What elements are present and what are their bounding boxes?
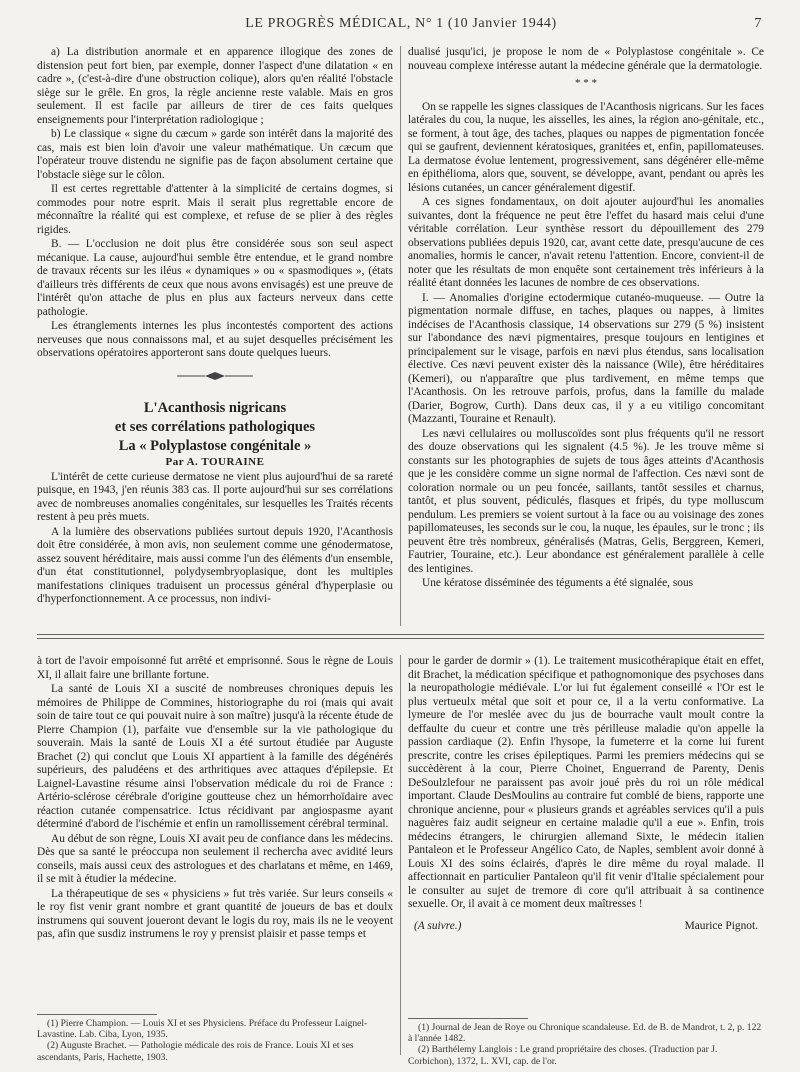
paragraph: Les nævi cellulaires ou molluscoïdes sont plus fréquents qu'il ne ressort des douze observations qui les signalent (4.5 %). Je les trouve même si constants sur les photographies de sujets de tous âges atteints d'Acanthosis que je les considère comme un signe normal de l'affection. Ces nævi sont de coloration normale ou un peu foncée, saillants, tantôt sessiles et charnus, tantôt, et plus souvent, pédiculés, flasques et fripés, du type molluscum pendulum. Les premiers se voient surtout à la face ou au voisinage des zones papillomateuses, les seconds sur le cou, la nuque, les épaules, sur le tronc ; ils peuvent être très nombreux, généralisés (Matras, Gelis, Berggreen, Kemeri, Fautrier, Touraine, etc.). Leur abondance est généralement parallèle à celle des lentigines. xyxy=(408,427,764,575)
paragraph: pour le garder de dormir » (1). Le traitement musicothérapique était en effet, dit Brachet, la médication spécifique et pathognomonique des psychoses dans la neuropathologie médiévale. L'or lui fut également conseillé « l'Or est le plus vertueulx métal que soit et pour ce, il a la vertu conformative. La lymeure de l'or meslée avec du jus de bourrache vault moult contre la deffaulte du cueur et contre une très périlleuse maladie qu'on appelle la passion cardiaque (2). Enfin l'hysope, la fumeterre et la corne lui furent prescrite, contre les crises épileptiques. Parmi les premiers médecins qui se succèdèrent à la cour, Pierre Choinet, Enguerrand de Parenty, Denis DeSoulzlefour ne paraissent pas avoir joué près du roi un rôle médical important. Claude DesMoulins au contraire fut comblé de biens, rapporte une chronique ancienne, pour « plusieurs grands et agréables services qu'il a puis naguères faiz audit seigneur en certaine maladie qu'il a eue ». Enfin, trois médecins étrangers, le chirurgien allemand Sixte, le médecin italien Pantaleon et le Professeur Angélico Cato, de Naples, semblent avoir donné à Louis XI des soins éclairés, d'après le dire même du royal malade. Il affectionnait en particulier Pantaleon qu'il fit venir d'Italie spécialement pour le consulter au sujet de tremore di core qu'il attribuait à sa continence sexuelle. Or, il avait à ce moment deux maîtresses ! xyxy=(408,655,764,910)
paragraph: B. — L'occlusion ne doit plus être considérée sous son seul aspect mécanique. La cause, aujourd'hui semble être entendue, et le grand nombre de travaux récents sur les iléus « dynamiques » ou « spasmodiques », (états d'ailleurs très différents de ceux que nous avons envisagés) est une preuve de l'intérêt qu'on attache de plus en plus aux facteurs nerveux dans cette pathologie. xyxy=(37,238,393,318)
paragraph: a) La distribution anormale et en apparence illogique des zones de distension peut fort bien, par exemple, donner l'aspect d'une dilatation « en cadre », (c'est-à-dire d'une obstruction colique), alors qu'en réalité l'obstacle siège sur le grêle. En gros, la règle ancienne reste valable. Mais en gros seulement. Il est facile par ailleurs de tirer de ces faits quelques enseignements pour l'interprétation radiologique ; xyxy=(37,46,393,126)
paragraph: I. — Anomalies d'origine ectodermique cutanéo-muqueuse. — Outre la pigmentation normale diffuse, en taches, plaques ou nappes, à limites indécises de l'Acanthosis classique, 14 observations sur 279 (5 %) insistent sur l'abondance des nævi pigmentaires, presque toujours en lentigines et principalement sur le visage, parfois en nævi plus étendus, sans localisation élective. Ces nævi peuvent exister dès la naissance (Wile), être héréditaires (Kemeri), ou n'apparaître que plus tardivement, en même temps que l'Acanthosis. On les retrouve parfois, profus, dans la famille du malade (Darier, Bogrow, Curth). Dans deux cas, il y a eu vitiligo concomitant (Mazzanti, Touraine et Renault). xyxy=(408,291,764,425)
section-rule xyxy=(37,634,764,635)
paragraph: Une kératose disséminée des téguments a été signalée, sous xyxy=(422,577,694,589)
section-rule xyxy=(37,638,764,639)
section-stars: * * * xyxy=(575,77,597,89)
paragraph: On se rappelle les signes classiques de l'Acanthosis nigricans. Sur les faces latérales du cou, la nuque, les aisselles, les aines, la région ano-génitale, etc., se forment, à tout âge, des taches, plaques ou nappes de pigmentation foncée qui se gaufrent, deviennent kératosiques, granitées et, enfin, papillomateuses. La dermatose évolue lentement, progressivement, sans dégénérer elle-même en épithélioma, alors que, souvent, se développe, avant, pendant ou après les lésions cutanées, un cancer généralement digestif. xyxy=(408,100,764,194)
paragraph: Il est certes regrettable d'attenter à la simplicité de certains dogmes, si commodes pour notre esprit. Mais il serait plus regrettable encore de méconnaître la réalité qui est complexe, et refuse de se plier à des règles rigides. xyxy=(37,183,393,236)
article-title: L'Acanthosis nigricans xyxy=(143,400,287,416)
column-bottom-right xyxy=(408,655,764,933)
running-header xyxy=(40,16,762,38)
article-author: Par A. TOURAINE xyxy=(165,456,265,468)
ornament-icon xyxy=(175,371,255,381)
paragraph: La thérapeutique de ses « physiciens » fut très variée. Sur leurs conseils « le roy fist venir grant nombre et grant quantité de joueurs de bas et doulx instrumens qui souvent joueront devant le logis du roy, mais ils ne le veoyent pas, afin que susdiz instrumens le roy y prensist plaisir et passe temps et xyxy=(37,887,393,940)
column-bottom-left xyxy=(37,655,393,943)
paragraph: Au début de son règne, Louis XI avait peu de confiance dans les médecins. Dès que sa santé le préoccupa non seulement il rechercha avec avidité leurs conseils, mais aussi ceux des astrologues et des charlatans et même, en 1469, il se mit à étudier la médecine. xyxy=(37,832,393,885)
column-top-right xyxy=(408,46,764,592)
paragraph: dualisé jusqu'ici, je propose le nom de « Polyplastose congénitale ». Ce nouveau complexe intéresse autant la médecine générale que la dermatologie. xyxy=(408,46,764,72)
paragraph: à tort de l'avoir empoisonné fut arrêté et emprisonné. Sous le règne de Louis XI, il allait faire une brillante fortune. xyxy=(37,655,393,681)
signature-line xyxy=(414,920,758,934)
footnotes-left xyxy=(37,1018,393,1063)
paragraph: A ces signes fondamentaux, on doit ajouter aujourd'hui les anomalies suivantes, dont la fréquence ne peut être l'effet du hasard mais celui d'une véritable corrélation. Leur synthèse ressort du dépouillement des 279 observations publiées depuis 1920, car, avant cette date, presqu'aucune de ces anomalies, hormis le cancer, n'avait retenu l'attention. Encore, convient-il de noter que les résultats de mon enquête sont certainement très inférieurs à la réalité étant données les lacunes de nombre de ces observations. xyxy=(408,196,764,289)
article-title-line2: et ses corrélations pathologiques xyxy=(114,419,316,435)
footnote-rule xyxy=(408,1018,528,1019)
column-top-left xyxy=(37,46,393,608)
footnote: (1) Pierre Champion. — Louis XI et ses Physiciens. Préface du Professeur Laignel-Lavastine. Lab. Ciba, Lyon, 1935. xyxy=(37,1018,368,1041)
paragraph: A la lumière des observations publiées surtout depuis 1920, l'Acanthosis doit être considérée, à mon avis, non seulement comme une génodermatose, assez souvent héréditaire, mais aussi comme l'un des éléments d'un ensemble, d'un état constitutionnel, polydysembryoplasique, dont les multiples manifestations cliniques traduisent un processus général d'hyperplasie ou d'hyperfonctionnement. A ce processus, non indivi- xyxy=(37,525,393,605)
page-number: 7 xyxy=(754,16,762,31)
column-divider xyxy=(400,655,401,1055)
column-divider xyxy=(400,46,401,626)
to-be-continued: (A suivre.) xyxy=(414,919,462,932)
article-subtitle: La « Polyplastose congénitale » xyxy=(118,438,312,454)
paragraph: La santé de Louis XI a suscité de nombreuses chroniques depuis les mémoires de Philippe de Commines, historiographe du roi (mais qui avait soin de taire tout ce qui pouvait nuire à son maître) jusqu'à la récente étude de Pierre Champion (1), parfaite vue d'ensemble sur la vie pathologique du souverain. Mais la santé de Louis XI a été surtout étudiée par Auguste Brachet (2) qui conclut que Louis XI appartient à la famille des dégénérés supérieurs, des paludéens et des arthritiques avec attaques d'épilepsie. Et Laignel-Lavastine résume ainsi l'observation médicale du roi de France : Artério-sclérose cérébrale d'origine goutteuse chez un hémorrhoïdaire avec réaction cutanée compensatrice. Ictus récidivant par angiospasme ayant déterminé d'abord de l'ischémie et enfin un ramollissement cérébral terminal. xyxy=(37,683,393,830)
footnote-rule xyxy=(37,1014,157,1015)
journal-title: LE PROGRÈS MÉDICAL, N° 1 (10 Janvier 1944) xyxy=(245,16,557,31)
paragraph: b) Le classique « signe du cæcum » garde son intérêt dans la majorité des cas, mais est bien loin d'avoir une valeur mathématique. Un cæcum que l'opérateur trouve distendu ne signifie pas de façon absolument certaine que l'obstacle siège sur le côlon. xyxy=(37,128,393,181)
ornament-divider xyxy=(37,371,393,386)
footnote: (1) Journal de Jean de Roye ou Chronique scandaleuse. Ed. de B. de Mandrot, t. 2, p. 122 à l'année 1482. xyxy=(408,1022,762,1045)
footnote: (2) Auguste Brachet. — Pathologie médicale des rois de France. Louis XI et ses ascendants, Paris, Hachette, 1903. xyxy=(37,1040,354,1063)
footnotes-right xyxy=(408,1022,764,1067)
author-signature: Maurice Pignot. xyxy=(684,919,758,932)
paragraph: Les étranglements internes les plus incontestés comportent des actions nerveuses que nous connaissons mal, et au sujet desquelles précisément les observations opératoires apporteront sans doute quelques lueurs. xyxy=(37,320,393,359)
paragraph: L'intérêt de cette curieuse dermatose ne vient plus aujourd'hui de sa rareté puisque, en 1943, j'en réunis 383 cas. Il porte aujourd'hui sur ses corrélations avec de nombreuses anomalies congénitales, sur lesquelles les Traités récents restent à peu près muets. xyxy=(37,470,393,523)
footnote: (2) Barthélemy Langlois : Le grand propriétaire des choses. (Traduction par J. Corbichon), 1372, L. XVI, cap. de l'or. xyxy=(408,1044,718,1067)
